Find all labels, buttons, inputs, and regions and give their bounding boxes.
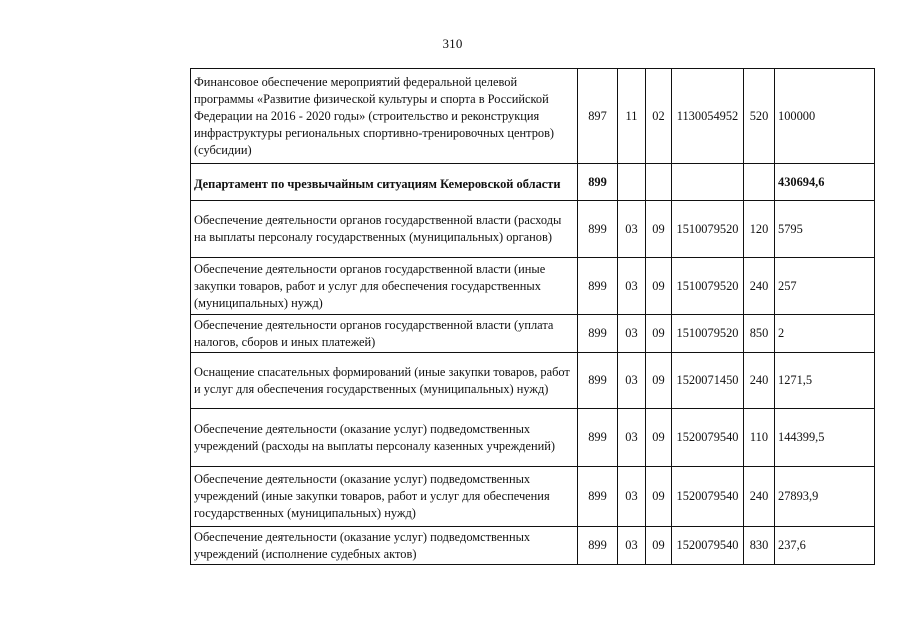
subsection-code-cell: 09: [646, 527, 672, 565]
section-code-cell: 03: [618, 315, 646, 353]
admin-code-cell: 899: [578, 527, 618, 565]
amount-cell: 2: [775, 315, 875, 353]
amount-cell: 430694,6: [775, 164, 875, 201]
admin-code-cell: 899: [578, 353, 618, 409]
target-article-cell: 1520079540: [672, 527, 744, 565]
admin-code-cell: 899: [578, 467, 618, 527]
admin-code-cell: 899: [578, 409, 618, 467]
subsection-code-cell: 09: [646, 467, 672, 527]
admin-code-cell: 899: [578, 201, 618, 258]
subsection-code-cell: 09: [646, 409, 672, 467]
subsection-code-cell: 09: [646, 201, 672, 258]
expense-name-cell: Оснащение спасательных формирований (иные закупки товаров, работ и услуг для обеспечения государственных (муниципальных) нужд): [191, 353, 578, 409]
target-article-cell: 1510079520: [672, 258, 744, 315]
subsection-code-cell: 09: [646, 353, 672, 409]
expense-type-cell: [744, 164, 775, 201]
expense-name-cell: Обеспечение деятельности (оказание услуг) подведомственных учреждений (исполнение судебных актов): [191, 527, 578, 565]
expense-type-cell: 520: [744, 69, 775, 164]
target-article-cell: 1130054952: [672, 69, 744, 164]
table-row: [191, 353, 875, 409]
table-row: [191, 258, 875, 315]
section-code-cell: 11: [618, 69, 646, 164]
subsection-code-cell: 02: [646, 69, 672, 164]
admin-code-cell: 899: [578, 258, 618, 315]
expense-name-cell: Обеспечение деятельности органов государственной власти (уплата налогов, сборов и иных платежей): [191, 315, 578, 353]
target-article-cell: 1520079540: [672, 409, 744, 467]
expense-name-cell: Обеспечение деятельности органов государственной власти (иные закупки товаров, работ и услуг для обеспечения государственных (муниципальных) нужд): [191, 258, 578, 315]
table-row-department: [191, 164, 875, 201]
page-number: 310: [442, 36, 463, 51]
section-code-cell: 03: [618, 353, 646, 409]
amount-cell: 27893,9: [775, 467, 875, 527]
expense-name-cell: Обеспечение деятельности (оказание услуг) подведомственных учреждений (расходы на выплаты персоналу казенных учреждений): [191, 409, 578, 467]
section-code-cell: [618, 164, 646, 201]
section-code-cell: 03: [618, 258, 646, 315]
expense-type-cell: 120: [744, 201, 775, 258]
expense-type-cell: 240: [744, 353, 775, 409]
target-article-cell: 1510079520: [672, 315, 744, 353]
admin-code-cell: 897: [578, 69, 618, 164]
amount-cell: 237,6: [775, 527, 875, 565]
expense-type-cell: 240: [744, 467, 775, 527]
table-row: [191, 409, 875, 467]
expense-type-cell: 240: [744, 258, 775, 315]
target-article-cell: 1510079520: [672, 201, 744, 258]
target-article-cell: 1520079540: [672, 467, 744, 527]
amount-cell: 1271,5: [775, 353, 875, 409]
subsection-code-cell: 09: [646, 258, 672, 315]
expense-type-cell: 850: [744, 315, 775, 353]
admin-code-cell: 899: [578, 315, 618, 353]
section-code-cell: 03: [618, 467, 646, 527]
expense-type-cell: 830: [744, 527, 775, 565]
expense-name-cell: Обеспечение деятельности (оказание услуг) подведомственных учреждений (иные закупки товаров, работ и услуг для обеспечения государственных (муниципальных) нужд): [191, 467, 578, 527]
table-row: [191, 201, 875, 258]
table-row: [191, 315, 875, 353]
amount-cell: 144399,5: [775, 409, 875, 467]
expense-type-cell: 110: [744, 409, 775, 467]
subsection-code-cell: [646, 164, 672, 201]
section-code-cell: 03: [618, 201, 646, 258]
admin-code-cell: 899: [578, 164, 618, 201]
budget-table: [190, 68, 875, 565]
amount-cell: 257: [775, 258, 875, 315]
section-code-cell: 03: [618, 527, 646, 565]
department-name-cell: Департамент по чрезвычайным ситуациям Кемеровской области: [191, 164, 578, 201]
amount-cell: 100000: [775, 69, 875, 164]
target-article-cell: [672, 164, 744, 201]
table-row: [191, 467, 875, 527]
expense-name-cell: Обеспечение деятельности органов государственной власти (расходы на выплаты персоналу государственных (муниципальных) органов): [191, 201, 578, 258]
amount-cell: 5795: [775, 201, 875, 258]
table-row: [191, 69, 875, 164]
section-code-cell: 03: [618, 409, 646, 467]
target-article-cell: 1520071450: [672, 353, 744, 409]
subsection-code-cell: 09: [646, 315, 672, 353]
table-row: [191, 527, 875, 565]
expense-name-cell: Финансовое обеспечение мероприятий федеральной целевой программы «Развитие физической культуры и спорта в Российской Федерации на 2016 - 2020 годы» (строительство и реконструкция инфраструктуры региональных спортивно-тренировочных центров) (субсидии): [191, 69, 578, 164]
